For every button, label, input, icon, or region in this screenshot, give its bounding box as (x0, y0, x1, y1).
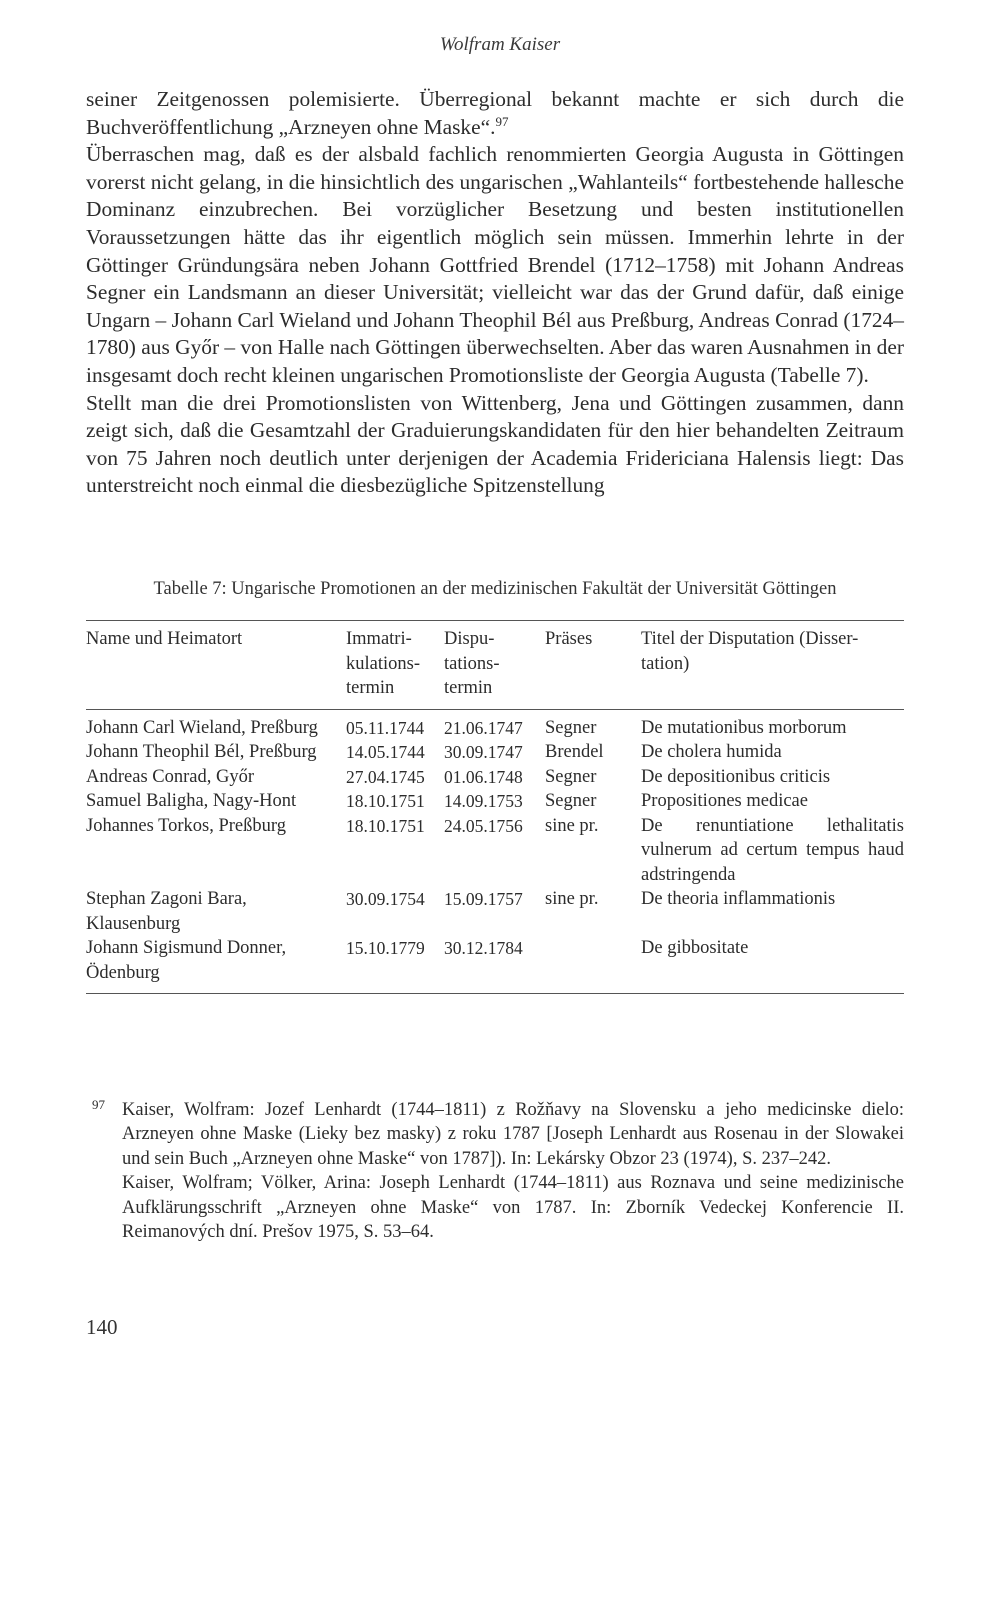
header-titel: Titel der Disputation (Disser- tation) (641, 629, 859, 674)
cell-titel: De gibbositate (641, 938, 749, 958)
cell-name: Johann Sigismund Donner, Ödenburg (86, 938, 287, 983)
cell-disputation: 14.09.1753 (444, 791, 523, 811)
cell-titel: Propositiones medicae (641, 791, 808, 811)
cell-disputation: 30.12.1784 (444, 938, 523, 958)
header-name: Name und Heimatort (86, 629, 243, 649)
table-bottom-rule (86, 993, 904, 994)
cell-praeses (545, 936, 641, 985)
cell-name: Johann Carl Wieland, Preßburg (86, 717, 318, 738)
cell-praeses: Segner (545, 766, 597, 787)
cell-name: Samuel Baligha, Nagy-Hont (86, 791, 297, 811)
paragraph-2: Überraschen mag, daß es der alsbald fachlich renommierten Georgia Augusta in Göttingen vorerst nicht gelang, in die hinsichtlich des ungarischen „Wahlanteils“ fortbestehende hallesche Dominanz einzubrechen. Bei vorzüglicher Besetzung und besten institutionellen Voraussetzungen hätte das ihr eigentlich möglich sein müssen. Immerhin lehrte in der Göttinger Gründungsära neben Johann Gottfried Brendel (1712–1758) mit Johann Andreas Segner ein Landsmann an dieser Universität; vielleicht war das der Grund dafür, daß einige Ungarn – Johann Carl Wieland und Johann Theophil Bél aus Preßburg, Andreas Conrad (1724–1780) aus Győr – von Halle nach Göttingen überwechselten. Aber das waren Ausnahmen in der insgesamt doch recht kleinen ungarischen Promotionsliste der Georgia Augusta (Tabelle 7). (86, 142, 904, 387)
paragraph-1-text: seiner Zeitgenossen polemisierte. Überregional bekannt machte er sich durch die Buchveröffentlichung „Arzneyen ohne Maske“. (86, 87, 904, 139)
cell-disputation: 01.06.1748 (444, 766, 523, 787)
cell-titel: De theoria inflammationis (641, 889, 836, 909)
cell-name: Andreas Conrad, Győr (86, 766, 254, 787)
cell-immatrikulation: 05.11.1744 (346, 717, 425, 738)
cell-disputation: 24.05.1756 (444, 815, 523, 836)
table-caption: Tabelle 7: Ungarische Promotionen an der medizinischen Fakultät der Universität Göttingen (153, 579, 837, 599)
table-row (86, 936, 904, 985)
cell-titel: De renuntiatione lethalitatis vulnerum ad certum tempus haud adstringenda (641, 815, 904, 885)
cell-disputation: 30.09.1747 (444, 742, 523, 762)
cell-name: Stephan Zagoni Bara, Klausenburg (86, 889, 247, 934)
cell-praeses: sine pr. (545, 889, 599, 909)
cell-titel: De depositionibus criticis (641, 766, 831, 787)
cell-immatrikulation: 18.10.1751 (346, 815, 425, 836)
footnote-mark: 97 (92, 1097, 105, 1112)
cell-immatrikulation: 27.04.1745 (346, 766, 425, 787)
cell-immatrikulation: 18.10.1751 (346, 791, 425, 811)
header-immatrikulation: Immatri- kulations- termin (346, 629, 420, 698)
table-body (86, 710, 904, 994)
cell-name: Johann Theophil Bél, Preßburg (86, 742, 317, 762)
header-disputation: Dispu- tations- termin (444, 629, 500, 698)
paragraph-1 (86, 86, 904, 141)
promotion-table (86, 620, 904, 994)
cell-disputation: 21.06.1747 (444, 717, 523, 738)
cell-titel: De mutationibus morborum (641, 717, 847, 738)
cell-praeses: sine pr. (545, 815, 599, 836)
cell-praeses: Segner (545, 791, 597, 811)
footnote-ref-97[interactable]: 97 (495, 113, 509, 129)
cell-immatrikulation: 30.09.1754 (346, 889, 425, 909)
cell-disputation: 15.09.1757 (444, 889, 523, 909)
cell-praeses: Brendel (545, 742, 604, 762)
table-row (86, 887, 904, 936)
paragraph-3: Stellt man die drei Promotionslisten von Wittenberg, Jena und Göttingen zusammen, dann zeigt sich, daß die Gesamtzahl der Graduierungskandidaten für den hier behandelten Zeitraum von 75 Jahren noch deutlich unter derjenigen der Academia Fridericiana Halensis liegt: Das unterstreicht noch einmal die diesbezügliche Spitzenstellung (86, 390, 904, 498)
table-row (86, 765, 904, 790)
running-head: Wolfram Kaiser (439, 34, 561, 55)
body-text (86, 86, 904, 500)
footnote-entry-2: Kaiser, Wolfram; Völker, Arina: Joseph Lenhardt (1744–1811) aus Roznava und seine medizinische Aufklärungsschrift „Arzneyen ohne Maske“ von 1787. In: Zborník Vedeckej Konferencie II. Reimanových dní. Prešov 1975, S. 53–64. (122, 1173, 904, 1243)
table-row (86, 789, 904, 814)
cell-immatrikulation: 14.05.1744 (346, 742, 425, 762)
footnote (86, 1098, 904, 1244)
footnote-97 (86, 1098, 904, 1244)
cell-name: Johannes Torkos, Preßburg (86, 815, 286, 836)
footnote-entry-1: Kaiser, Wolfram: Jozef Lenhardt (1744–1811) z Rožňavy na Slovensku a jeho medicinske dielo: Arzneyen ohne Maske (Lieky bez masky) z roku 1787 [Joseph Lenhardt aus Rosenau in der Slowakei und sein Buch „Arzneyen ohne Maske“ von 1787]). In: Lekársky Obzor 23 (1974), S. 237–242. (122, 1100, 904, 1169)
page-number: 140 (86, 1315, 118, 1339)
table-row (86, 814, 904, 888)
table-row (86, 716, 904, 741)
cell-immatrikulation: 15.10.1779 (346, 938, 425, 958)
cell-titel: De cholera humida (641, 742, 782, 762)
table-header-row (86, 621, 904, 709)
table-row (86, 740, 904, 765)
header-praeses: Präses (545, 629, 593, 649)
cell-praeses: Segner (545, 717, 597, 738)
